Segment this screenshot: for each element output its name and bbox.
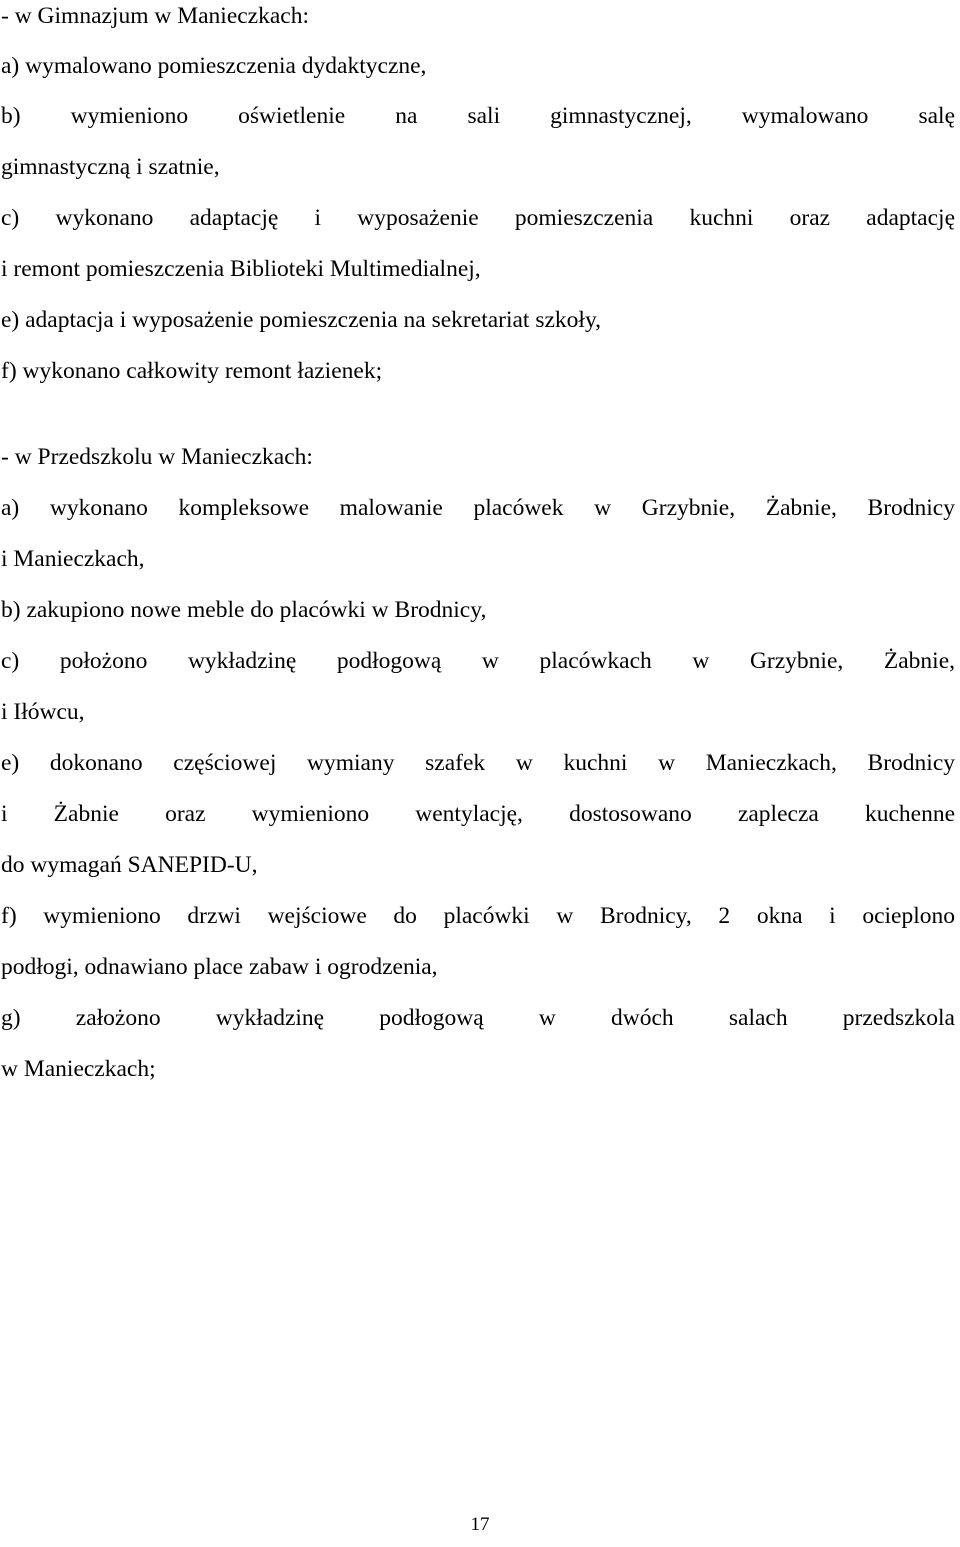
list-item: f) wykonano całkowity remont łazienek; bbox=[1, 358, 383, 384]
list-item: b) wymieniono oświetlenie na sali gimnastycznej, wymalowano salę bbox=[1, 103, 955, 129]
list-item-continuation: i remont pomieszczenia Biblioteki Multimedialnej, bbox=[1, 256, 481, 282]
list-item: g) założono wykładzinę podłogową w dwóch salach przedszkola bbox=[1, 1005, 955, 1031]
list-item-continuation: gimnastyczną i szatnie, bbox=[1, 154, 220, 180]
list-item: a) wykonano kompleksowe malowanie placówek w Grzybnie, Żabnie, Brodnicy bbox=[1, 495, 955, 521]
list-item: c) wykonano adaptację i wyposażenie pomieszczenia kuchni oraz adaptację bbox=[1, 205, 955, 231]
section-heading-gimnazjum: - w Gimnazjum w Manieczkach: bbox=[1, 3, 310, 29]
list-item: b) zakupiono nowe meble do placówki w Brodnicy, bbox=[1, 597, 487, 623]
list-item-continuation: i Żabnie oraz wymieniono wentylację, dostosowano zaplecza kuchenne bbox=[1, 801, 955, 827]
list-item: a) wymalowano pomieszczenia dydaktyczne, bbox=[1, 53, 427, 79]
list-item: c) położono wykładzinę podłogową w placówkach w Grzybnie, Żabnie, bbox=[1, 648, 955, 674]
list-item-continuation: i Iłówcu, bbox=[1, 699, 85, 725]
section-heading-przedszkole: - w Przedszkolu w Manieczkach: bbox=[1, 444, 313, 470]
list-item: f) wymieniono drzwi wejściowe do placówki w Brodnicy, 2 okna i ocieplono bbox=[1, 903, 955, 929]
list-item-continuation: i Manieczkach, bbox=[1, 546, 145, 572]
list-item-continuation: podłogi, odnawiano place zabaw i ogrodzenia, bbox=[1, 954, 438, 980]
list-item: e) dokonano częściowej wymiany szafek w kuchni w Manieczkach, Brodnicy bbox=[1, 750, 955, 776]
list-item-continuation: w Manieczkach; bbox=[1, 1056, 156, 1082]
page-number: 17 bbox=[470, 1514, 490, 1535]
list-item: e) adaptacja i wyposażenie pomieszczenia na sekretariat szkoły, bbox=[1, 307, 602, 333]
list-item-continuation: do wymagań SANEPID-U, bbox=[1, 852, 258, 878]
